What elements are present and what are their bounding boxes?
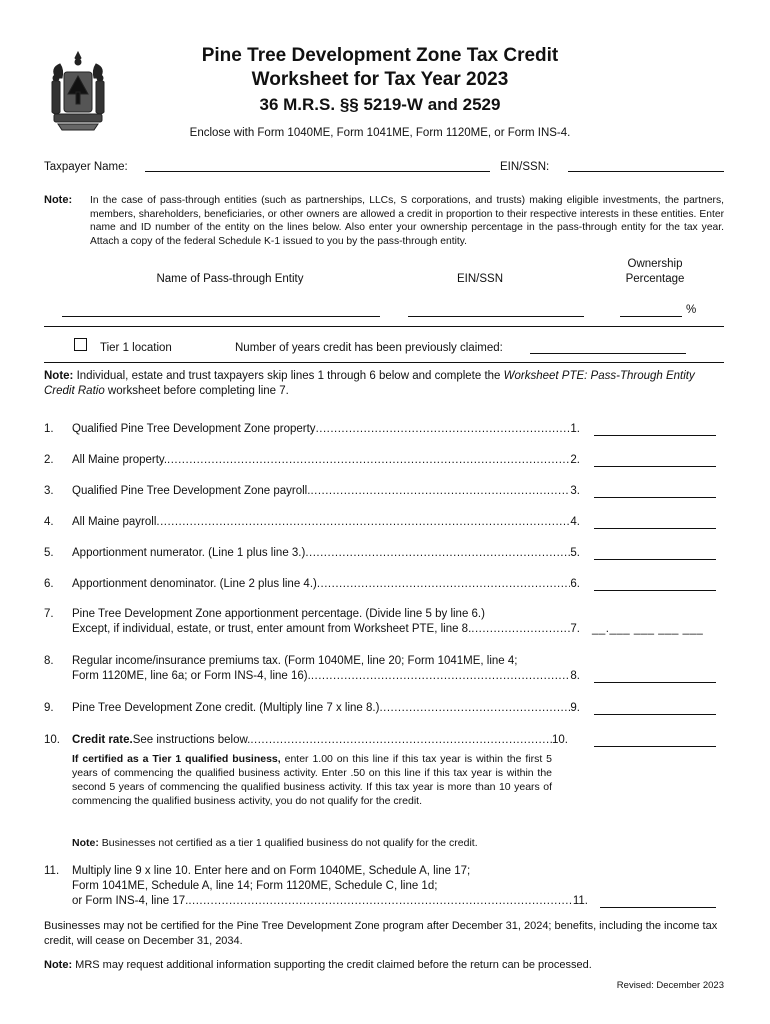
line-10-bold: Credit rate. — [72, 734, 133, 746]
line-11-text-1: Multiply line 9 x line 10. Enter here and on Form 1040ME, Schedule A, line 17; — [72, 865, 471, 877]
ownership-percentage-field[interactable] — [620, 316, 682, 317]
line-7-number: 7. — [44, 608, 54, 620]
statute-reference: 36 M.R.S. §§ 5219-W and 2529 — [259, 95, 501, 114]
line-9-answer-field[interactable] — [594, 714, 716, 715]
ownership-header-line2: Percentage — [625, 273, 685, 285]
ein-ssn-field[interactable] — [568, 171, 724, 172]
line-3-answer-field[interactable] — [594, 497, 716, 498]
line-3-text: Qualified Pine Tree Development Zone payroll. — [72, 485, 311, 497]
line-7-ref: 7. — [570, 623, 580, 635]
entity-ein-column-header: EIN/SSN — [456, 273, 503, 285]
line-10-note-label: Note: — [72, 837, 99, 849]
tier1-location-label: Tier 1 location — [100, 342, 172, 354]
title-line-2: Worksheet for Tax Year 2023 — [251, 69, 509, 90]
line-3-number: 3. — [44, 485, 54, 497]
line-1-ref: 1. — [570, 423, 580, 435]
line-8-ref: 8. — [570, 670, 580, 682]
line-9-text: Pine Tree Development Zone credit. (Multiply line 7 x line 8.) — [72, 702, 380, 714]
line-2-answer-field[interactable] — [594, 466, 716, 467]
line-10-text: See instructions below. — [132, 734, 251, 746]
line-10-note — [72, 836, 592, 850]
entity-name-column-header: Name of Pass-through Entity — [156, 273, 304, 285]
line-11-ref: 11. — [572, 895, 588, 907]
line-10-number: 10. — [44, 734, 60, 746]
line-1-text: Qualified Pine Tree Development Zone property — [72, 423, 316, 435]
tier1-location-checkbox[interactable] — [74, 338, 87, 351]
note2-worksheet-name: Worksheet PTE: Pass-Through Entity Credit Ratio — [44, 370, 695, 397]
line-10-tier1-text: enter 1.00 on this line if this tax year is within the first 5 years of commencing the qualified business activity. Enter .50 on this line if this tax year is within the second 5 years of commencing the qualified business activity. If this tax year is more than 10 years of commencing the qualified business activity, you do not qualify for the credit. — [72, 753, 552, 807]
divider-bottom — [44, 362, 724, 363]
line-5-number: 5. — [44, 547, 54, 559]
line-1-number: 1. — [44, 423, 54, 435]
note-label: Note: — [44, 194, 73, 206]
line-7-text-1: Pine Tree Development Zone apportionment percentage. (Divide line 5 by line 6.) — [72, 608, 485, 620]
footer-note-label: Note: — [44, 959, 73, 971]
line-8-text-1: Regular income/insurance premiums tax. (Form 1040ME, line 20; Form 1041ME, line 4; — [72, 655, 518, 667]
line-6-ref: 6. — [570, 578, 580, 590]
passthrough-note-text: In the case of pass-through entities (such as partnerships, LLCs, S corporations, and trusts) making eligible investments, the partners, members, shareholders, beneficiaries, or other owners are allowed a credit in proportion to their respective interests in these entities. Enter name and ID number of the entity on the lines below. Also enter your ownership percentage in the pass-through entity for the tax year. Attach a copy of the federal Schedule K-1 issued to you by the pass-through entity. — [90, 195, 724, 247]
ownership-column-header — [590, 257, 720, 287]
enclose-instruction: Enclose with Form 1040ME, Form 1041ME, Form 1120ME, or Form INS-4. — [189, 127, 571, 139]
entity-ein-field[interactable] — [408, 316, 584, 317]
line-4-answer-field[interactable] — [594, 528, 716, 529]
line-8-text-2: Form 1120ME, line 6a; or Form INS-4, line 16). — [72, 670, 311, 682]
line-4-number: 4. — [44, 516, 54, 528]
note2-text-a: Individual, estate and trust taxpayers skip lines 1 through 6 below and complete the — [76, 370, 501, 382]
line-10-tier1-paragraph — [72, 752, 552, 808]
line-10-answer-field[interactable] — [594, 746, 716, 747]
line-6-text: Apportionment denominator. (Line 2 plus line 4.) — [72, 578, 317, 590]
entity-name-field[interactable] — [62, 316, 380, 317]
line-10-tier1-bold: If certified as a Tier 1 qualified business, — [72, 753, 281, 765]
line-11-text-3: or Form INS-4, line 17. — [72, 895, 189, 907]
line-7-text-2: Except, if individual, estate, or trust, enter amount from Worksheet PTE, line 8. — [72, 623, 472, 635]
line-5-text: Apportionment numerator. (Line 1 plus line 3.) — [72, 547, 306, 559]
years-claimed-field[interactable] — [530, 353, 686, 354]
revised-date: Revised: December 2023 — [616, 980, 724, 991]
line-8-answer-field[interactable] — [594, 682, 716, 683]
note2-text-b: worksheet before completing line 7. — [107, 385, 289, 397]
line-7-decimal-field[interactable]: __.___ ___ ___ ___ — [592, 623, 704, 635]
maine-state-seal-icon — [42, 48, 114, 136]
line-8-number: 8. — [44, 655, 54, 667]
title-block — [120, 44, 640, 140]
footer-note — [44, 958, 728, 973]
line-1-answer-field[interactable] — [594, 435, 716, 436]
line-11-number: 11. — [44, 865, 60, 877]
title-line-1: Pine Tree Development Zone Tax Credit — [201, 45, 559, 66]
percent-sign: % — [686, 304, 697, 316]
line-6-number: 6. — [44, 578, 54, 590]
line-3-ref: 3. — [570, 485, 580, 497]
line-10-ref: 10. — [552, 734, 568, 746]
line-4-text: All Maine payroll — [72, 516, 157, 528]
line-2-ref: 2. — [570, 454, 580, 466]
taxpayer-name-field[interactable] — [145, 171, 490, 172]
line-2-text: All Maine property. — [72, 454, 168, 466]
line-10-note-text: Businesses not certified as a tier 1 qualified business do not qualify for the credit. — [98, 837, 478, 849]
line-2-number: 2. — [44, 454, 54, 466]
note2-label: Note: — [44, 370, 74, 382]
line-5-ref: 5. — [570, 547, 580, 559]
line-5-answer-field[interactable] — [594, 559, 716, 560]
ownership-header-line1: Ownership — [627, 258, 683, 270]
line-9-ref: 9. — [570, 702, 580, 714]
certification-deadline-paragraph: Businesses may not be certified for the Pine Tree Development Zone program after December 31, 2024; benefits, including the income tax credit, will cease on December 31, 2034. — [44, 920, 718, 947]
line-9-number: 9. — [44, 702, 54, 714]
line-6-answer-field[interactable] — [594, 590, 716, 591]
line-11-text-2: Form 1041ME, Schedule A, line 14; Form 1120ME, Schedule C, line 1d; — [72, 880, 438, 892]
taxpayer-name-label: Taxpayer Name: — [44, 161, 128, 173]
years-claimed-label: Number of years credit has been previously claimed: — [235, 342, 503, 354]
line-4-ref: 4. — [570, 516, 580, 528]
worksheet-pte-note — [44, 369, 728, 399]
divider-top — [44, 326, 724, 327]
footer-note-text: MRS may request additional information supporting the credit claimed before the return can be processed. — [72, 959, 592, 971]
ein-ssn-label: EIN/SSN: — [500, 161, 550, 173]
line-11-answer-field[interactable] — [600, 907, 716, 908]
